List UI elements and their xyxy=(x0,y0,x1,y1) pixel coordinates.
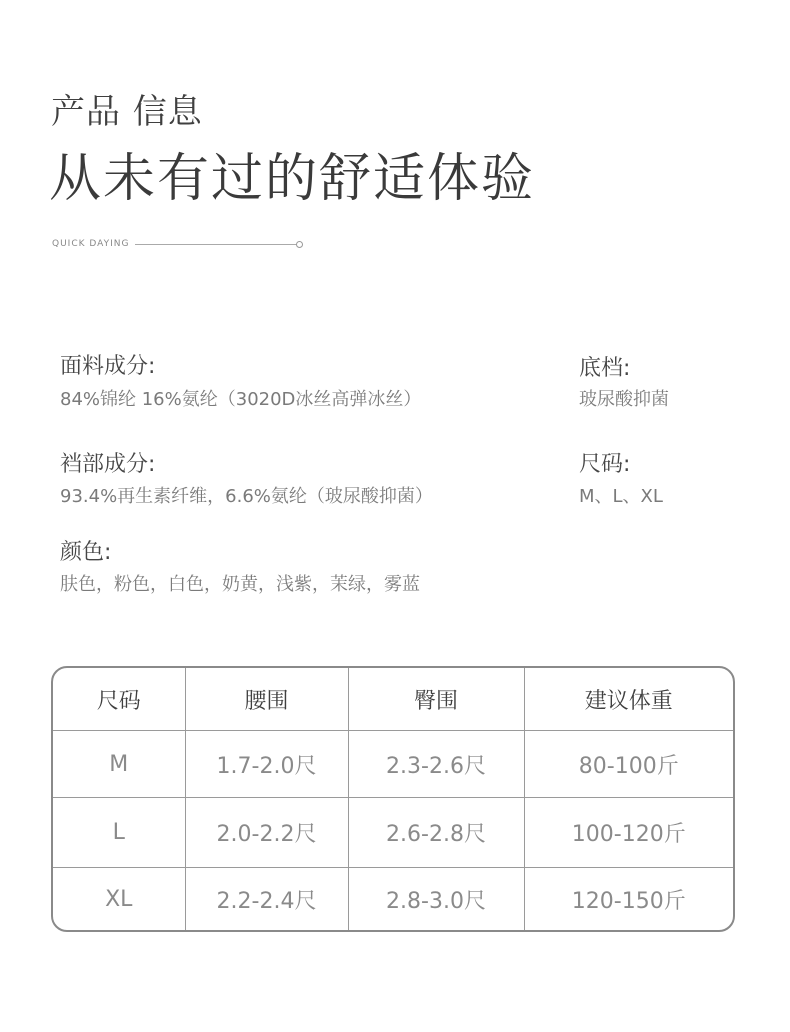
table-cell: 120-150斤 xyxy=(571,888,686,914)
table-cell: M xyxy=(53,731,185,798)
section-title: 产品 信息 xyxy=(51,92,203,132)
table-cell: 2.2-2.4尺 xyxy=(185,868,348,931)
tagline: QUICK DAYING xyxy=(52,239,130,249)
column-header: 尺码 xyxy=(53,668,185,731)
column-header: 腰围 xyxy=(185,668,348,731)
size-chart xyxy=(51,666,735,932)
table-cell: XL xyxy=(53,868,185,931)
crotch-label: 底档: xyxy=(579,356,631,381)
crotch-part-value: 93.4%再生素纤维，6.6%氨纶（玻尿酸抑菌） xyxy=(60,486,433,507)
column-header: 臀围 xyxy=(348,668,524,731)
tagline-dot-icon xyxy=(296,241,303,248)
tagline-divider xyxy=(135,244,297,245)
table-cell: 1.7-2.0尺 xyxy=(185,731,348,798)
table-row xyxy=(53,731,733,798)
color-value: 肤色，粉色，白色，奶黄，浅紫，茉绿，雾蓝 xyxy=(60,574,420,595)
table-cell: 80-100斤 xyxy=(524,731,733,798)
table-row xyxy=(53,868,733,931)
size-label: 尺码: xyxy=(579,452,631,477)
column-header: 建议体重 xyxy=(524,668,733,731)
table-cell: L xyxy=(53,798,185,868)
table-cell: 2.8-3.0尺 xyxy=(348,868,524,931)
crotch-value: 玻尿酸抑菌 xyxy=(579,389,669,410)
crotch-part-label: 裆部成分: xyxy=(60,452,156,477)
table-cell: 100-120斤 xyxy=(524,798,733,868)
page-headline: 从未有过的舒适体验 xyxy=(49,149,536,209)
color-label: 颜色: xyxy=(60,540,112,565)
table-cell: 2.3-2.6尺 xyxy=(348,731,524,798)
fabric-value: 84%锦纶 16%氨纶（3020D冰丝高弹冰丝） xyxy=(60,389,422,410)
fabric-label: 面料成分: xyxy=(60,354,156,379)
table-cell: 2.6-2.8尺 xyxy=(348,798,524,868)
table-row xyxy=(53,798,733,868)
table-header-row xyxy=(53,668,733,731)
size-value: M、L、XL xyxy=(579,486,663,507)
table-cell: 2.0-2.2尺 xyxy=(185,798,348,868)
